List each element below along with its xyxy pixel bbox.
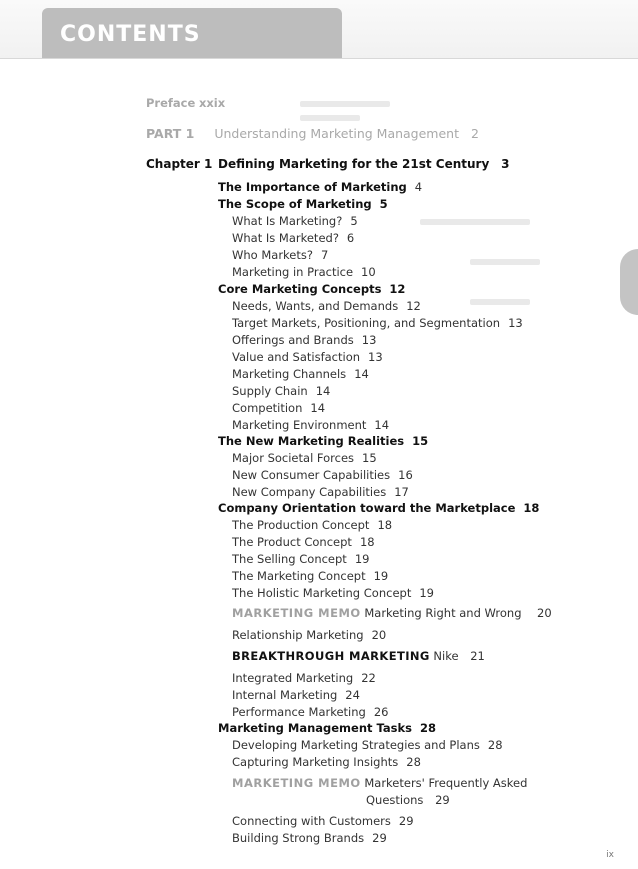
preface-label: Preface — [146, 96, 196, 110]
bleed-through-text — [300, 101, 390, 107]
memo-continuation[interactable] — [366, 793, 450, 807]
entry-title: Performance Marketing — [232, 705, 366, 719]
entry-page: 22 — [361, 671, 376, 685]
page-number: ix — [606, 850, 614, 860]
preface-line[interactable] — [146, 96, 225, 110]
entry-title: Company Orientation toward the Marketplace — [218, 501, 516, 515]
entry-page: 15 — [412, 434, 429, 448]
toc-entry[interactable] — [232, 628, 386, 642]
toc-entry[interactable] — [232, 586, 434, 600]
entry-page: 14 — [354, 367, 369, 381]
entry-page: 6 — [346, 231, 355, 245]
part-line[interactable] — [146, 126, 479, 141]
toc-entry[interactable] — [232, 831, 387, 845]
entry-title: The Scope of Marketing — [218, 197, 372, 211]
toc-entry[interactable] — [218, 721, 436, 735]
memo-label: MARKETING MEMO — [232, 776, 361, 790]
entry-title: Competition — [232, 401, 303, 415]
toc-entry[interactable] — [232, 401, 325, 415]
entry-title-continued: Questions — [366, 793, 424, 807]
entry-title: Supply Chain — [232, 384, 308, 398]
marketing-memo-entry[interactable] — [232, 776, 527, 790]
entry-title: Marketing Management Tasks — [218, 721, 412, 735]
entry-page: 14 — [315, 384, 331, 398]
chapter-title: Defining Marketing for the 21st Century — [218, 157, 490, 171]
entry-title: New Consumer Capabilities — [232, 468, 391, 482]
entry-title: Integrated Marketing — [232, 671, 354, 685]
breakthrough-label: BREAKTHROUGH MARKETING — [232, 649, 430, 663]
toc-entry[interactable] — [232, 688, 360, 702]
toc-entry[interactable] — [232, 755, 421, 769]
toc-entry[interactable] — [232, 671, 376, 685]
entry-page: 20 — [371, 628, 387, 642]
preface-page: xxix — [198, 96, 226, 110]
entry-page: 5 — [350, 214, 358, 228]
entry-title: Building Strong Brands — [232, 831, 365, 845]
entry-page: 16 — [398, 468, 413, 482]
entry-title: Core Marketing Concepts — [218, 282, 382, 296]
chapter-line[interactable] — [146, 157, 212, 171]
chapter-title-line[interactable] — [218, 157, 509, 171]
toc-entry[interactable] — [232, 552, 369, 566]
entry-page: 19 — [354, 552, 370, 566]
bleed-through-text — [470, 259, 540, 265]
entry-title: Marketing Environment — [232, 418, 367, 432]
entry-title: The Selling Concept — [232, 552, 347, 566]
toc-entry[interactable] — [232, 518, 392, 532]
toc-entry[interactable] — [232, 535, 375, 549]
entry-title: Major Societal Forces — [232, 451, 355, 465]
entry-title: Offerings and Brands — [232, 333, 354, 347]
entry-title: Marketers' Frequently Asked — [364, 776, 528, 790]
entry-title: The Marketing Concept — [232, 569, 366, 583]
toc-entry[interactable] — [232, 738, 503, 752]
chapter-edge-marker — [620, 249, 638, 315]
entry-page: 17 — [394, 485, 409, 499]
entry-page: 29 — [435, 793, 450, 807]
entry-page: 19 — [373, 569, 389, 583]
entry-title: The Product Concept — [232, 535, 352, 549]
entry-page: 10 — [361, 265, 376, 279]
entry-title: Value and Satisfaction — [232, 350, 361, 364]
chapter-page: 3 — [501, 157, 510, 171]
bleed-through-text — [420, 219, 530, 225]
entry-page: 26 — [373, 705, 389, 719]
memo-label: MARKETING MEMO — [232, 606, 361, 620]
entry-page: 28 — [487, 738, 503, 752]
entry-title: The Holistic Marketing Concept — [232, 586, 412, 600]
entry-page: 13 — [368, 350, 383, 364]
part-label: PART 1 — [146, 126, 195, 141]
toc-entry[interactable] — [218, 197, 388, 211]
entry-page: 28 — [420, 721, 437, 735]
entry-title: Connecting with Customers — [232, 814, 391, 828]
toc-entry[interactable] — [232, 299, 421, 313]
toc-entry[interactable] — [232, 569, 388, 583]
toc-entry[interactable] — [232, 485, 409, 499]
entry-title: Relationship Marketing — [232, 628, 364, 642]
toc-entry[interactable] — [232, 814, 414, 828]
entry-page: 12 — [389, 282, 406, 296]
entry-page: 24 — [345, 688, 360, 702]
toc-entry[interactable] — [218, 501, 539, 515]
entry-title: Capturing Marketing Insights — [232, 755, 399, 769]
entry-page: 19 — [419, 586, 434, 600]
breakthrough-marketing-entry[interactable] — [232, 649, 485, 663]
toc-entry[interactable] — [232, 265, 376, 279]
entry-title: Marketing in Practice — [232, 265, 354, 279]
toc-entry[interactable] — [232, 705, 389, 719]
toc-entry[interactable] — [218, 434, 428, 448]
entry-page: 12 — [406, 299, 421, 313]
entry-page: 5 — [379, 197, 388, 211]
entry-page: 21 — [470, 649, 485, 663]
bleed-through-text — [300, 115, 360, 121]
entry-title: Nike — [433, 649, 459, 663]
entry-title: Target Markets, Positioning, and Segmentation — [232, 316, 501, 330]
entry-page: 18 — [523, 501, 540, 515]
entry-title: What Is Marketing? — [232, 214, 343, 228]
entry-page: 18 — [359, 535, 375, 549]
entry-page: 18 — [377, 518, 393, 532]
entry-title: Who Markets? — [232, 248, 313, 262]
entry-page: 4 — [414, 180, 423, 194]
toc-entry[interactable] — [232, 333, 376, 347]
entry-page: 14 — [310, 401, 326, 415]
toc-entry[interactable] — [232, 367, 369, 381]
entry-page: 29 — [398, 814, 414, 828]
entry-page: 15 — [362, 451, 377, 465]
entry-page: 14 — [374, 418, 390, 432]
toc-entry[interactable] — [218, 180, 422, 194]
entry-title: Marketing Right and Wrong — [364, 606, 522, 620]
entry-title: Developing Marketing Strategies and Plans — [232, 738, 480, 752]
part-title: Understanding Marketing Management — [214, 126, 459, 141]
toc-entry[interactable] — [232, 231, 354, 245]
entry-title: Internal Marketing — [232, 688, 338, 702]
marketing-memo-entry[interactable] — [232, 606, 522, 620]
chapter-label: Chapter 1 — [146, 157, 213, 171]
entry-title: The Importance of Marketing — [218, 180, 407, 194]
entry-title: Marketing Channels — [232, 367, 347, 381]
entry-page: 13 — [361, 333, 377, 347]
toc-entry[interactable] — [232, 248, 328, 262]
part-page: 2 — [470, 126, 479, 141]
toc-entry[interactable] — [232, 316, 523, 330]
entry-page: 28 — [406, 755, 421, 769]
toc-entry[interactable] — [232, 468, 413, 482]
entry-title: New Company Capabilities — [232, 485, 387, 499]
entry-title: The New Marketing Realities — [218, 434, 405, 448]
toc-entry[interactable] — [232, 451, 377, 465]
memo-page: 20 — [537, 606, 552, 620]
toc-entry[interactable] — [218, 282, 405, 296]
entry-title: The Production Concept — [232, 518, 370, 532]
entry-page: 29 — [372, 831, 387, 845]
bleed-through-text — [470, 299, 530, 305]
entry-page: 13 — [508, 316, 523, 330]
contents-tab — [42, 8, 342, 58]
toc-entry[interactable] — [232, 350, 383, 364]
entry-title: Needs, Wants, and Demands — [232, 299, 399, 313]
toc-entry[interactable] — [232, 384, 330, 398]
page-title: CONTENTS — [60, 22, 201, 47]
toc-entry[interactable] — [232, 418, 389, 432]
toc-entry[interactable] — [232, 214, 358, 228]
entry-title: What Is Marketed? — [232, 231, 339, 245]
entry-page: 7 — [320, 248, 329, 262]
